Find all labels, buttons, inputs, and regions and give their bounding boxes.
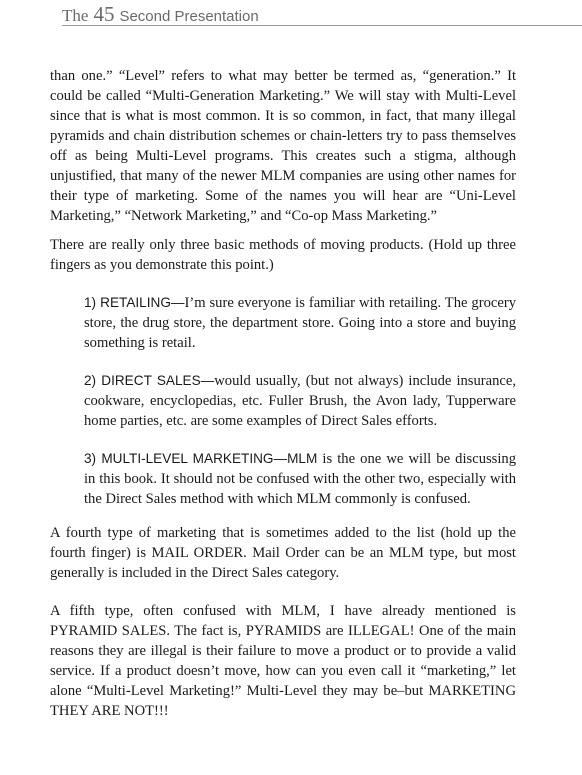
header-the: The [62, 6, 89, 25]
list-item-retailing-text: I’m sure everyone is familiar with retailing. The grocery store, the drug store, the department store. Going into a store and buying something is retail. [84, 295, 516, 351]
list-item-mlm-lead: 3) MULTI-LEVEL MARKETING—MLM [84, 451, 318, 466]
running-header [62, 0, 582, 26]
list-item-mlm-text: is the one we will be discussing in this book. It should not be confused with the other two, especially with the Direct Sales method with which MLM commonly is confused. [84, 451, 516, 507]
paragraph-1: than one.” “Level” refers to what may better be termed as, “generation.” It could be called “Multi-Generation Marketing.” We will stay with Multi-Level since that is what is most common. It is so common, in fact, that many illegal pyramids and chain distribution schemes or chain-letters try to pass themselves off as being Multi-Level programs. This creates such a stigma, although unjustified, that many of the newer MLM companies are using other names for their type of marketing. Some of the names you will hear are “Uni-Level Marketing,” “Network Marketing,” and “Co-op Mass Marketing.” [50, 68, 516, 224]
list-item-direct-sales-text: would usually, (but not always) include insurance, cookware, encyclopedias, etc. Fuller Brush, the Avon lady, Tupperware home parties, etc. are some examples of Direct Sales efforts. [84, 373, 517, 429]
list-item-mlm [84, 449, 516, 509]
list-item-retailing-lead: 1) RETAILING— [84, 295, 185, 310]
header-title: Second Presentation [119, 8, 259, 25]
list-item-retailing [84, 293, 516, 353]
paragraph-2: There are really only three basic methods of moving products. (Hold up three fingers as you demonstrate this point.) [50, 237, 516, 273]
paragraph-4: A fifth type, often confused with MLM, I have already mentioned is PYRAMID SALES. The fact is, PYRAMIDS are ILLEGAL! One of the main reasons they are illegal is their failure to move a product or to provide a valid service. If a product doesn’t move, how can you even call it “marketing,” let alone “Multi-Level Marketing!” Multi-Level they may be–but MARKETING THEY ARE NOT!!! [50, 603, 516, 719]
header-number: 45 [93, 2, 115, 26]
list-item-direct-sales [84, 371, 516, 431]
paragraph-3: A fourth type of marketing that is sometimes added to the list (hold up the fourth finger) is MAIL ORDER. Mail Order can be an MLM type, but most generally is included in the Direct Sales category. [50, 525, 516, 581]
list-item-direct-sales-lead: 2) DIRECT SALES— [84, 373, 215, 388]
page-body [50, 66, 516, 730]
